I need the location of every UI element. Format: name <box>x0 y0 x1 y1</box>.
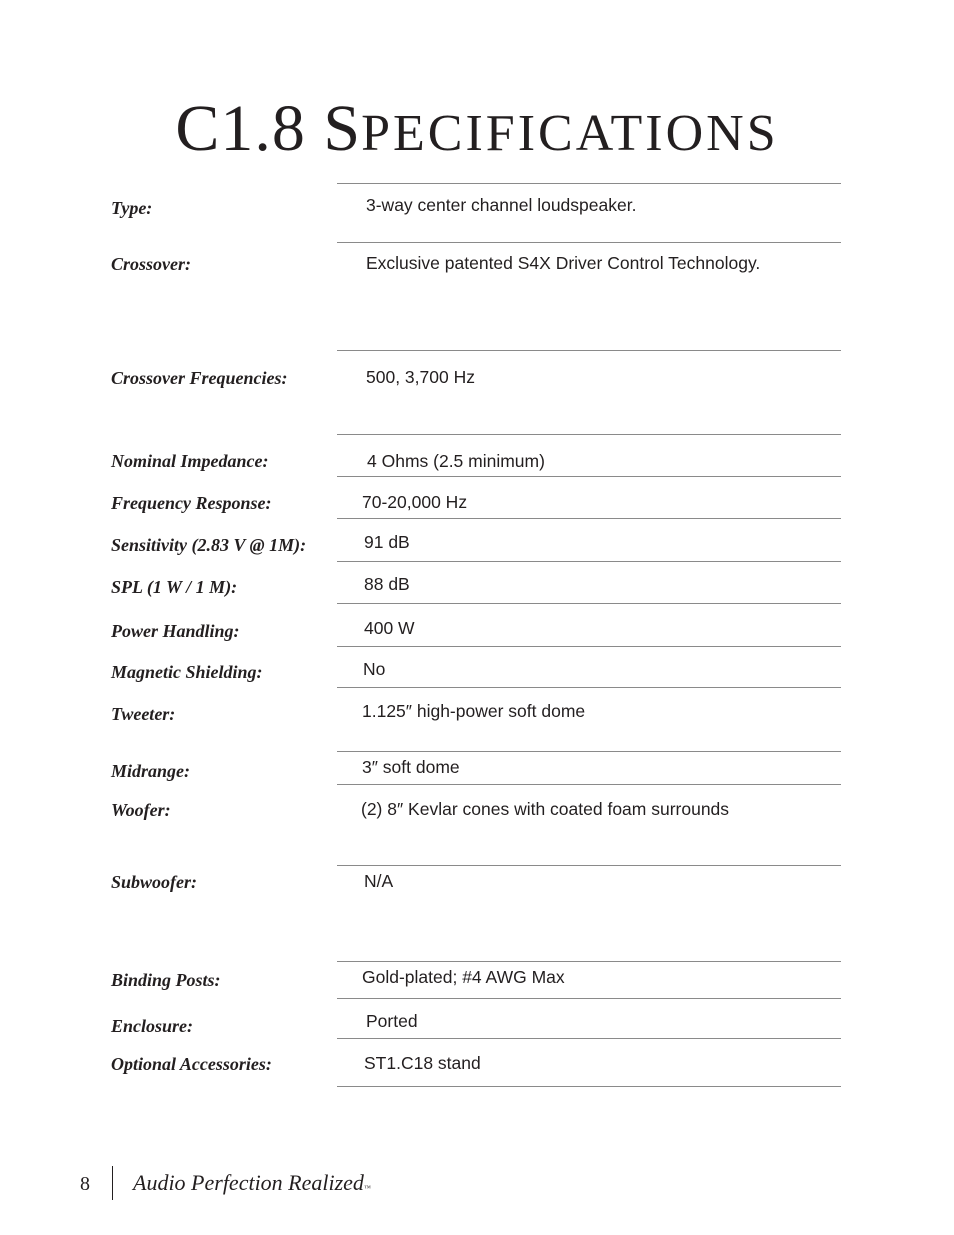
divider <box>337 350 841 351</box>
spec-label-nominal-impedance: Nominal Impedance: <box>111 451 269 471</box>
spec-value-crossover-frequencies: 500, 3,700 Hz <box>366 367 475 387</box>
divider <box>337 1038 841 1039</box>
spec-label-type: Type: <box>111 198 153 218</box>
page-title <box>0 92 954 165</box>
divider <box>337 961 841 962</box>
spec-value-subwoofer: N/A <box>364 871 394 891</box>
spec-value-type: 3-way center channel loudspeaker. <box>366 195 637 215</box>
spec-label-sensitivity: Sensitivity (2.83 V @ 1M): <box>111 535 307 555</box>
spec-value-frequency-response: 70-20,000 Hz <box>362 492 468 512</box>
divider <box>337 1086 841 1087</box>
spec-value-nominal-impedance: 4 Ohms (2.5 minimum) <box>367 451 545 471</box>
spec-value-crossover: Exclusive patented S4X Driver Control Technology. <box>366 253 761 273</box>
spec-value-tweeter: 1.125″ high-power soft dome <box>362 701 586 721</box>
spec-label-midrange: Midrange: <box>111 761 191 781</box>
spec-value-optional-accessories: ST1.C18 stand <box>364 1053 481 1073</box>
spec-value-binding-posts: Gold-plated; #4 AWG Max <box>362 967 565 987</box>
spec-label-woofer: Woofer: <box>111 800 171 820</box>
divider <box>337 518 841 519</box>
page-number: 8 <box>80 1173 90 1195</box>
spec-label-crossover: Crossover: <box>111 254 191 274</box>
divider <box>337 561 841 562</box>
divider <box>337 183 841 184</box>
spec-label-magnetic-shielding: Magnetic Shielding: <box>111 662 263 682</box>
spec-value-woofer: (2) 8″ Kevlar cones with coated foam surrounds <box>361 799 730 819</box>
divider <box>337 687 841 688</box>
spec-label-optional-accessories: Optional Accessories: <box>111 1054 272 1074</box>
spec-value-sensitivity: 91 dB <box>364 532 410 552</box>
spec-label-frequency-response: Frequency Response: <box>111 493 272 513</box>
title-rest: PECIFICATIONS <box>361 105 779 162</box>
spec-value-midrange: 3″ soft dome <box>362 757 460 777</box>
spec-label-subwoofer: Subwoofer: <box>111 872 198 892</box>
footer-tagline <box>133 1170 371 1196</box>
spec-label-power-handling: Power Handling: <box>111 621 240 641</box>
divider <box>337 865 841 866</box>
divider <box>337 434 841 435</box>
spec-value-power-handling: 400 W <box>364 618 415 638</box>
divider <box>337 242 841 243</box>
spec-label-crossover-frequencies: Crossover Frequencies: <box>111 368 288 388</box>
spec-value-enclosure: Ported <box>366 1011 418 1031</box>
divider <box>337 998 841 999</box>
divider <box>337 784 841 785</box>
divider <box>337 751 841 752</box>
trademark-symbol: ™ <box>363 1184 371 1192</box>
title-lead: C1.8 S <box>175 92 362 165</box>
spec-label-spl: SPL (1 W / 1 M): <box>111 577 238 597</box>
divider <box>337 476 841 477</box>
spec-value-spl: 88 dB <box>364 574 410 594</box>
tagline-text: Audio Perfection Realized <box>133 1170 364 1195</box>
spec-label-enclosure: Enclosure: <box>111 1016 194 1036</box>
spec-label-tweeter: Tweeter: <box>111 704 176 724</box>
footer-divider <box>112 1166 113 1200</box>
divider <box>337 603 841 604</box>
divider <box>337 646 841 647</box>
spec-label-binding-posts: Binding Posts: <box>111 970 221 990</box>
spec-value-magnetic-shielding: No <box>363 659 386 679</box>
